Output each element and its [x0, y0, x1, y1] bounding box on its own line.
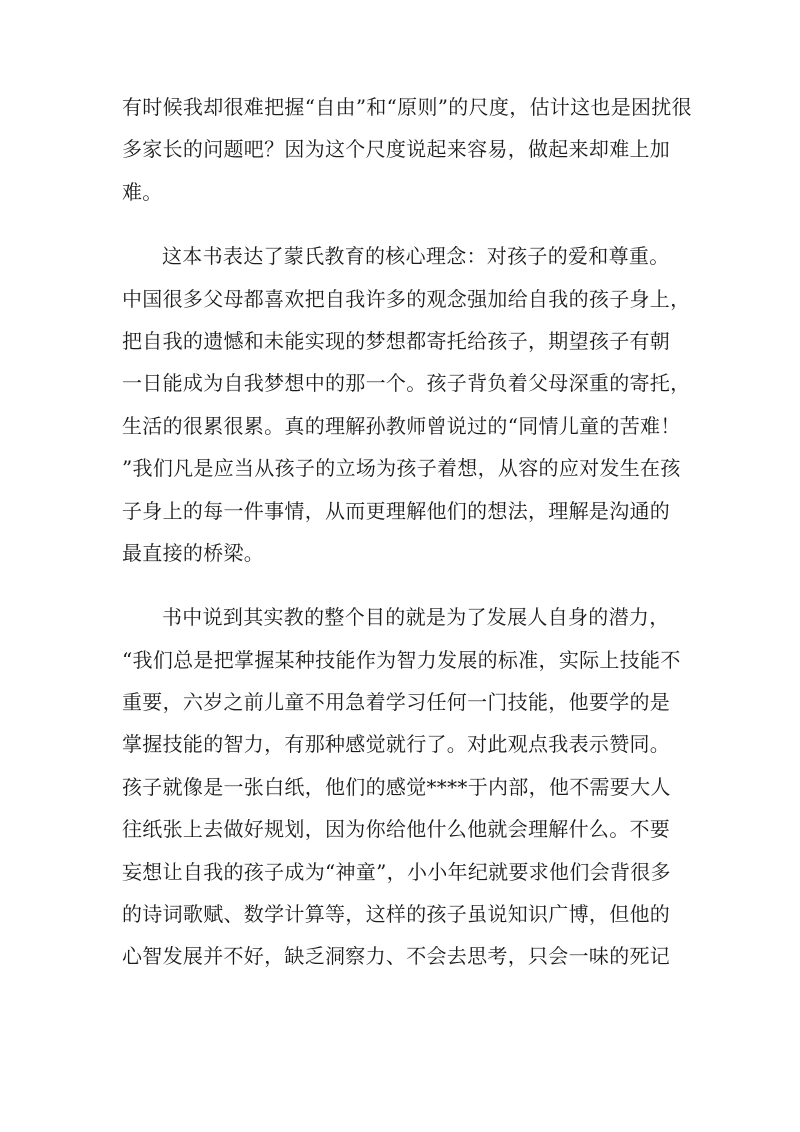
- text-line: “我们总是把掌握某种技能作为智力发展的标准，实际上技能不: [122, 647, 681, 672]
- text-line: 多家长的问题吧？因为这个尺度说起来容易，做起来却难上加: [122, 137, 671, 162]
- text-line: 孩子就像是一张白纸，他们的感觉****于内部，他不需要大人: [122, 774, 671, 799]
- text-line: ”我们凡是应当从孩子的立场为孩子着想，从容的应对发生在孩: [122, 456, 681, 481]
- text-line: 有时候我却很难把握“自由”和“原则”的尺度，估计这也是困扰很: [122, 95, 692, 119]
- text-line: 子身上的每一件事情，从而更理解他们的想法，理解是沟通的: [122, 498, 671, 523]
- paragraph-3: [122, 605, 692, 969]
- text-line: 书中说到其实教的整个目的就是为了发展人自身的潜力，: [162, 605, 670, 630]
- text-line: 妄想让自我的孩子成为“神童”，小小年纪就要求他们会背很多: [122, 859, 671, 884]
- text-line: 生活的很累很累。真的理解孙教师曾说过的“同情儿童的苦难！: [122, 413, 681, 438]
- text-line: 心智发展并不好，缺乏洞察力、不会去思考，只会一味的死记: [122, 944, 671, 969]
- text-line: 这本书表达了蒙氏教育的核心理念：对孩子的爱和尊重。: [162, 244, 670, 269]
- paragraph-gap: [122, 224, 692, 246]
- paragraph-gap: [122, 585, 692, 607]
- text-line: 掌握技能的智力，有那种感觉就行了。对此观点我表示赞同。: [122, 732, 671, 757]
- text-line: 中国很多父母都喜欢把自我许多的观念强加给自我的孩子身上，: [122, 286, 691, 311]
- text-line: 把自我的遗憾和未能实现的梦想都寄托给孩子，期望孩子有朝: [122, 328, 671, 353]
- text-line: 最直接的桥梁。: [122, 540, 265, 565]
- text-line: 难。: [122, 179, 163, 204]
- text-line: 往纸张上去做好规划，因为你给他什么他就会理解什么。不要: [122, 817, 671, 842]
- paragraph-1: [122, 97, 692, 202]
- document-page: [122, 97, 692, 989]
- text-line: 的诗词歌赋、数学计算等，这样的孩子虽说知识广博，但他的: [122, 902, 671, 927]
- text-line: 重要，六岁之前儿童不用急着学习任何一门技能，他要学的是: [122, 690, 671, 715]
- paragraph-2: [122, 246, 692, 563]
- text-line: 一日能成为自我梦想中的那一个。孩子背负着父母深重的寄托，: [122, 371, 691, 396]
